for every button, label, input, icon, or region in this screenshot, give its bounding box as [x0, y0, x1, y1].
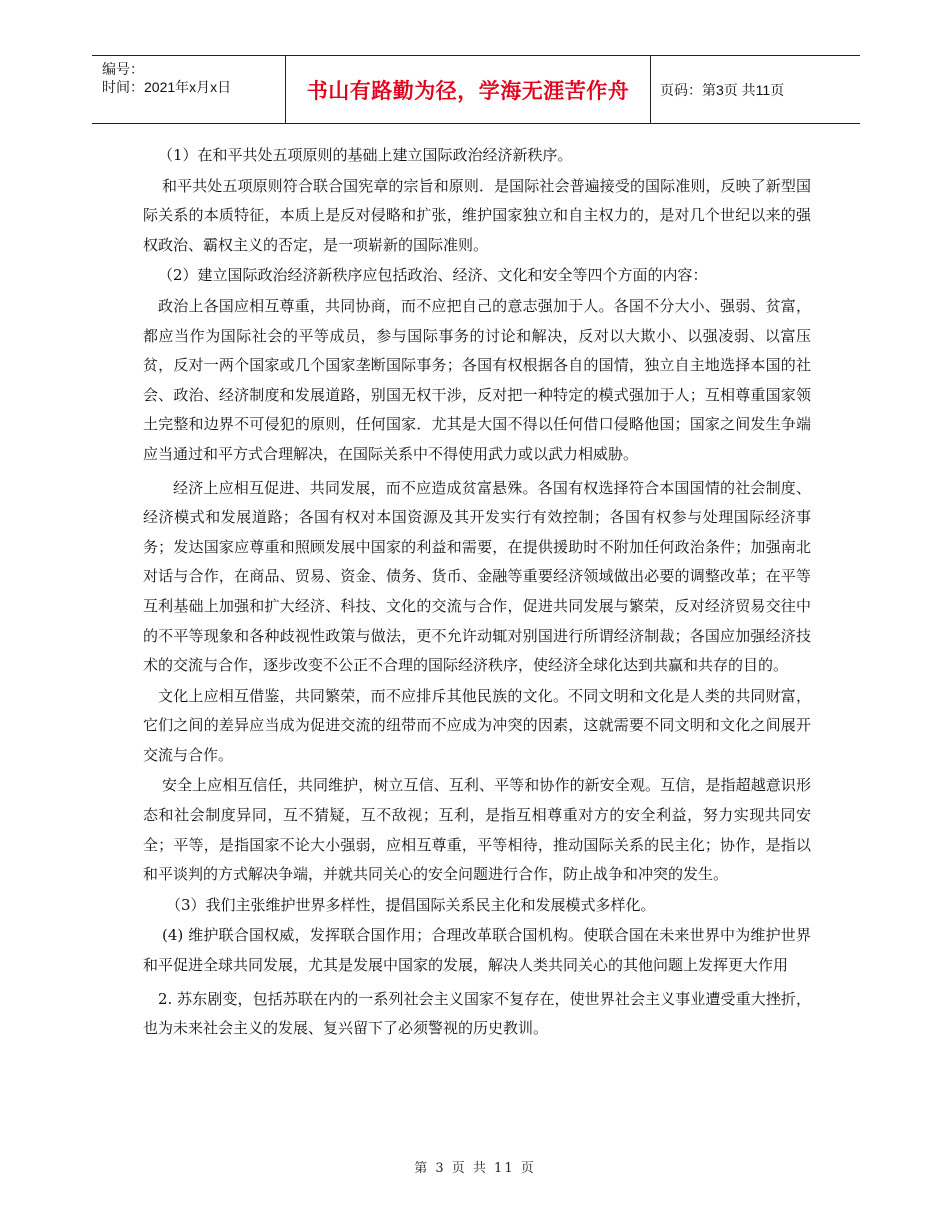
document-number-label: 编号：	[102, 61, 144, 77]
paragraph-political: 政治上各国应相互尊重，共同协商，而不应把自己的意志强加于人。各国不分大小、强弱、贫富，都应当作为国际社会的平等成员，参与国际事务的讨论和解决，反对以大欺小、以强凌弱、以富压贫，反对一两个国家或几个国家垄断国际事务；各国有权根据各自的国情，独立自主地选择本国的社会、政治、经济制度和发展道路，别国无权干涉，反对把一种特定的模式强加于人；互相尊重国家领土完整和边界不可侵犯的原则，任何国家．尤其是大国不得以任何借口侵略他国；国家之间发生争端应当通过和平方式合理解决，在国际关系中不得使用武力或以武力相威胁。	[143, 296, 811, 463]
header-motto: 书山有路勤为径，学海无涯苦作舟	[285, 56, 651, 123]
paragraph-soviet-collapse: 2. 苏东剧变，包括苏联在内的一系列社会主义国家不复存在，使世界社会主义事业遭受重大挫折，也为未来社会主义的发展、复兴留下了必须警视的历史教训。	[143, 989, 811, 1038]
page-header	[92, 55, 860, 124]
document-date-label: 时间：2021年x月x日	[102, 79, 232, 95]
header-info-cell	[92, 56, 285, 123]
paragraph-united-nations: (4) 维护联合国权威，发挥联合国作用；合理改革联合国机构。使联合国在未来世界中为维护世界和平促进全球共同发展，尤其是发展中国家的发展，解决人类共同关心的其他问题上发挥更大作用	[143, 926, 811, 975]
header-page-number: 页码：第3页 共11页	[660, 81, 785, 98]
paragraph-principle-body: 和平共处五项原则符合联合国宪章的宗旨和原则．是国际社会普遍接受的国际准则，反映了新型国际关系的本质特征，本质上是反对侵略和扩张，维护国家独立和自主权力的，是对几个世纪以来的强权政治、霸权主义的否定，是一项崭新的国际准则。	[143, 176, 811, 254]
paragraph-cultural: 文化上应相互借鉴，共同繁荣，而不应排斥其他民族的文化。不同文明和文化是人类的共同财富，它们之间的差异应当成为促进交流的纽带而不应成为冲突的因素，这就需要不同文明和文化之间展开交流与合作。	[143, 686, 811, 764]
paragraph-order-heading: （2）建立国际政治经济新秩序应包括政治、经济、文化和安全等四个方面的内容：	[158, 266, 708, 285]
paragraph-principle-heading: （1）在和平共处五项原则的基础上建立国际政治经济新秩序。	[158, 146, 573, 164]
paragraph-economic: 经济上应相互促进、共同发展，而不应造成贫富悬殊。各国有权选择符合本国国情的社会制度、经济模式和发展道路；各国有权对本国资源及其开发实行有效控制；各国有权参与处理国际经济事务；发达国家应尊重和照顾发展中国家的利益和需要，在提供援助时不附加任何政治条件；加强南北对话与合作，在商品、贸易、资金、债务、货币、金融等重要经济领域做出必要的调整改革；在平等互利基础上加强和扩大经济、科技、文化的交流与合作，促进共同发展与繁荣，反对经济贸易交往中的不平等现象和各种歧视性政策与做法，更不允许动辄对别国进行所谓经济制裁；各国应加强经济技术的交流与合作，逐步改变不公正不合理的国际经济秩序，使经济全球化达到共赢和共存的目的。	[143, 478, 811, 675]
paragraph-diversity: （3）我们主张维护世界多样性，提倡国际关系民主化和发展模式多样化。	[166, 895, 656, 914]
document-body	[143, 141, 811, 1044]
paragraph-security: 安全上应相互信任，共同维护，树立互信、互利、平等和协作的新安全观。互信，是指超越意识形态和社会制度异同，互不猜疑，互不敌视；互利，是指互相尊重对方的安全利益，努力实现共同安全；平等，是指国家不论大小强弱，应相互尊重，平等相待，推动国际关系的民主化；协作，是指以和平谈判的方式解决争端，并就共同关心的安全问题进行合作，防止战争和冲突的发生。	[143, 776, 811, 884]
page-footer: 第 3 页 共 11 页	[414, 1161, 536, 1176]
